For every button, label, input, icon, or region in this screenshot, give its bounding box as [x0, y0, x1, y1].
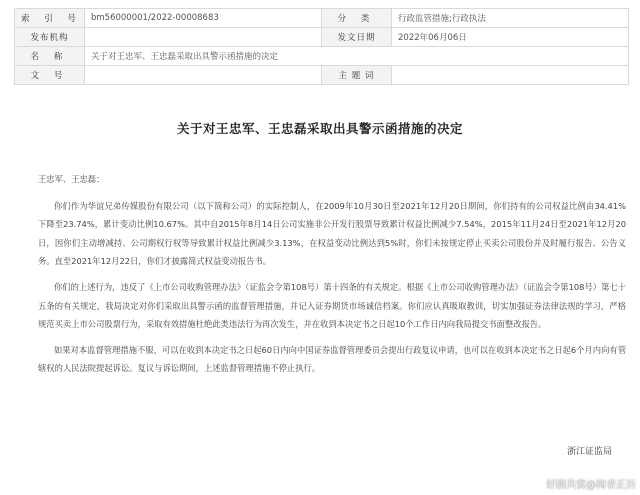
topic-value	[392, 66, 629, 85]
salutation: 王忠军、王忠磊：	[38, 174, 105, 184]
index-label: 索 引 号	[15, 9, 85, 28]
paragraph-3: 如果对本监督管理措施不服，可以在收到本决定书之日起60日内向中国证券监督管理委员会提出行政复议申请，也可以在收到本决定书之日起6个月内向有管辖权的人民法院提起诉讼。复议与诉讼期间，上述监督管理措施不停止执行。	[38, 344, 626, 374]
meta-row-docno	[15, 66, 629, 85]
topic-label: 主 题 词	[322, 66, 392, 85]
paragraph-2: 你们的上述行为，违反了《上市公司收购管理办法》（证监会令第108号）第十四条的有关规定。根据《上市公司收购管理办法》（证监会令第108号）第七十五条的有关规定，我局决定对你们采取出具警示函的监督管理措施，并记入证券期货市场诚信档案。你们应认真吸取教训，切实加强证券法律法规的学习，严格规范买卖上市公司股票行为，采取有效措施杜绝此类违法行为再次发生，并在收到本决定书之日起10个工作日内向我局提交书面整改报告。	[38, 281, 626, 330]
issuing-authority: 浙江证监局	[566, 447, 612, 457]
issuer-value	[85, 28, 322, 47]
document-title: 关于对王忠军、王忠磊采取出具警示函措施的决定	[176, 121, 463, 136]
date-label: 发文日期	[322, 28, 392, 47]
docno-label: 文 号	[15, 66, 85, 85]
category-value: 行政监管措施;行政执法	[392, 9, 629, 28]
issuer-label: 发布机构	[15, 28, 85, 47]
meta-row-index	[15, 9, 629, 28]
paragraph-1: 你们作为华谊兄弟传媒股份有限公司（以下简称公司）的实际控制人，在2009年10月30日至2021年12月20日期间，你们持有的公司权益比例由34.41%下降至23.74%，累计变动比例10.67%。其中自2015年8月14日公司实施非公开发行股票导致累计权益比例减少7.54%，2015年11月24日至2021年12月20日，因你们主动增减持、公司期权行权等导致累计权益比例减少3.13%，在权益变动比例达到5%时，你们未按规定停止买卖公司股份并及时履行报告、公告义务。直至2021年12月22日，你们才披露简式权益变动报告书。	[38, 200, 626, 267]
name-value: 关于对王忠军、王忠磊采取出具警示函措施的决定	[85, 47, 629, 66]
watermark: 好剧共赏@梅者正历	[546, 480, 636, 491]
docno-value	[85, 66, 322, 85]
document-body	[38, 170, 626, 385]
date-value: 2022年06月06日	[392, 28, 629, 47]
meta-row-name	[15, 47, 629, 66]
meta-row-issuer	[15, 28, 629, 47]
name-label: 名 称	[15, 47, 85, 66]
index-value: bm56000001/2022-00008683	[85, 9, 322, 28]
category-label: 分 类	[322, 9, 392, 28]
document-metadata-table	[14, 8, 629, 85]
